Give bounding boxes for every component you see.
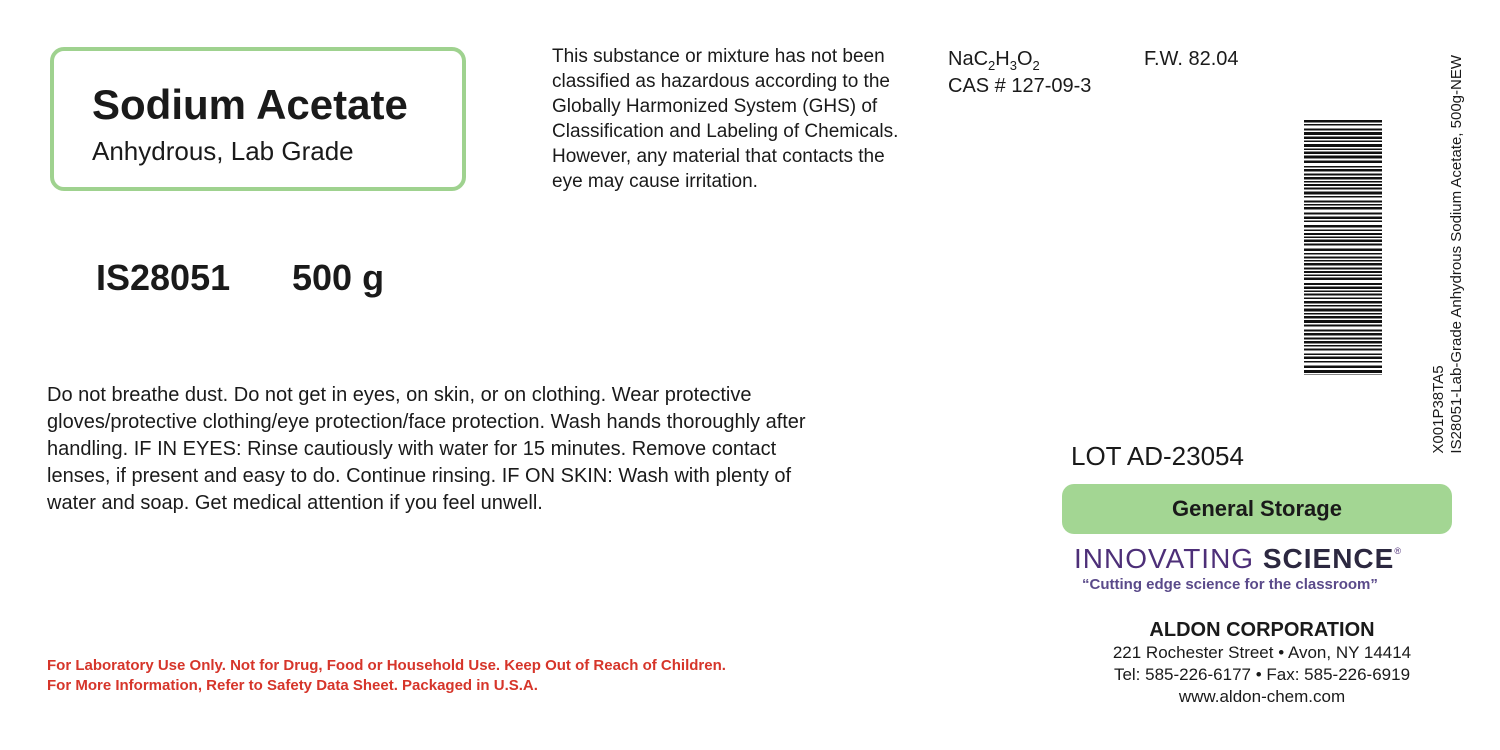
barcode-bar xyxy=(1304,177,1382,180)
disclaimer-line-1: For Laboratory Use Only. Not for Drug, Food or Household Use. Keep Out of Reach of Children. xyxy=(47,657,726,674)
barcode-bar xyxy=(1304,217,1382,220)
barcode-bar xyxy=(1304,309,1382,312)
barcode-bar xyxy=(1304,257,1382,259)
barcode-bar xyxy=(1304,370,1382,373)
barcode-description: IS28051-Lab-Grade Anhydrous Sodium Acetate, 500g-NEW xyxy=(1448,55,1465,454)
storage-badge xyxy=(1062,484,1452,534)
barcode-bar xyxy=(1304,260,1382,262)
barcode-bar xyxy=(1304,268,1382,270)
formula-weight: F.W. 82.04 xyxy=(1144,48,1239,70)
barcode-bar xyxy=(1304,263,1382,266)
barcode-bar xyxy=(1304,275,1382,277)
barcode-bar xyxy=(1304,237,1382,239)
barcode-bar xyxy=(1304,132,1382,135)
barcode-bar xyxy=(1304,287,1382,290)
brand-logo xyxy=(1074,543,1401,575)
barcode-bar xyxy=(1304,330,1382,332)
barcode-bar xyxy=(1304,225,1382,228)
barcode-bar xyxy=(1304,137,1382,140)
product-name: Sodium Acetate xyxy=(92,81,408,128)
barcode-bar xyxy=(1304,301,1382,304)
company-name: ALDON CORPORATION xyxy=(1149,619,1375,641)
barcode-bar xyxy=(1304,156,1382,159)
barcode-bar xyxy=(1304,244,1382,246)
barcode-bar xyxy=(1304,325,1382,327)
barcode-bar xyxy=(1304,320,1382,323)
barcode-bar xyxy=(1304,305,1382,307)
barcode-bar xyxy=(1304,213,1382,215)
barcode-bar xyxy=(1304,169,1382,172)
brand-tagline: “Cutting edge science for the classroom” xyxy=(1082,576,1378,593)
barcode-bar xyxy=(1304,345,1382,347)
barcode-bar xyxy=(1304,184,1382,186)
product-grade: Anhydrous, Lab Grade xyxy=(92,136,354,166)
barcode xyxy=(1304,120,1382,375)
barcode-bar xyxy=(1304,188,1382,190)
barcode-code: X001P38TA5 xyxy=(1430,365,1447,454)
barcode-bar xyxy=(1304,341,1382,344)
barcode-bar xyxy=(1304,253,1382,255)
barcode-bar xyxy=(1304,294,1382,296)
barcode-bar xyxy=(1304,161,1382,164)
barcode-bar xyxy=(1304,333,1382,336)
barcode-bar xyxy=(1304,129,1382,131)
barcode-bar xyxy=(1304,249,1382,252)
barcode-text xyxy=(1430,55,1466,454)
barcode-bar xyxy=(1304,221,1382,223)
company-website: www.aldon-chem.com xyxy=(1178,687,1346,706)
barcode-bar xyxy=(1304,192,1382,195)
barcode-bar xyxy=(1304,298,1382,300)
barcode-bar xyxy=(1304,375,1382,376)
barcode-bar xyxy=(1304,124,1382,126)
barcode-bar xyxy=(1304,313,1382,315)
barcode-bar xyxy=(1304,152,1382,155)
barcode-bar xyxy=(1304,233,1382,235)
barcode-bar xyxy=(1304,230,1382,232)
disclaimer-line-2: For More Information, Refer to Safety Data Sheet. Packaged in U.S.A. xyxy=(47,677,538,694)
barcode-bar xyxy=(1304,204,1382,206)
company-info xyxy=(1080,618,1444,708)
barcode-bar xyxy=(1304,366,1382,369)
barcode-bar xyxy=(1304,144,1382,147)
barcode-bar xyxy=(1304,338,1382,340)
barcode-bar xyxy=(1304,278,1382,281)
barcode-bar xyxy=(1304,240,1382,243)
company-phones: Tel: 585-226-6177 • Fax: 585-226-6919 xyxy=(1113,665,1411,684)
barcode-bar xyxy=(1304,316,1382,319)
barcode-bar xyxy=(1304,354,1382,356)
barcode-bar xyxy=(1304,357,1382,360)
storage-label: General Storage xyxy=(1172,496,1342,521)
lot-number: LOT AD-23054 xyxy=(1071,441,1244,471)
barcode-bar xyxy=(1304,196,1382,198)
barcode-bar xyxy=(1304,271,1382,273)
barcode-bar xyxy=(1304,207,1382,210)
brand-word-2: SCIENCE xyxy=(1262,543,1395,574)
barcode-bar xyxy=(1304,120,1382,123)
barcode-bar xyxy=(1304,349,1382,351)
chemical-formula: $NaC_2H_3O_2$ xyxy=(948,48,1040,73)
barcode-bar xyxy=(1304,361,1382,363)
product-name-box xyxy=(50,47,466,191)
barcode-bar xyxy=(1304,201,1382,203)
ghs-statement: This substance or mixture has not been classified as hazardous according to the Globally Harmonized System (GHS) of Classification and Labeling of Chemicals. However, any material that contacts the eye may cause irritation. xyxy=(552,46,899,192)
barcode-bar xyxy=(1304,141,1382,143)
barcode-bar xyxy=(1304,181,1382,183)
barcode-bar xyxy=(1304,283,1382,285)
cas-number: CAS # 127-09-3 xyxy=(948,75,1092,97)
barcode-bar xyxy=(1304,174,1382,176)
catalog-number: IS28051 xyxy=(96,257,231,298)
disclaimer xyxy=(47,656,726,696)
barcode-bar xyxy=(1304,149,1382,151)
barcode-bar xyxy=(1304,166,1382,168)
company-address: 221 Rochester Street • Avon, NY 14414 xyxy=(1112,643,1412,662)
registered-mark: ® xyxy=(1394,546,1401,556)
package-size: 500 g xyxy=(292,257,385,298)
precautionary-statements: Do not breathe dust. Do not get in eyes, on skin, or on clothing. Wear protective gloves/protective clothing/eye protection/face protection. Wash hands thoroughly after handling. IF IN EYES: Rinse cautiously with water for 15 minutes. Remove contact lenses, if present and easy to do. Continue rinsing. IF ON SKIN: Wash with plenty of water and soap. Get medical attention if you feel unwell. xyxy=(47,384,806,514)
barcode-bar xyxy=(1304,291,1382,293)
brand-word-1: INNOVATING xyxy=(1074,543,1255,574)
